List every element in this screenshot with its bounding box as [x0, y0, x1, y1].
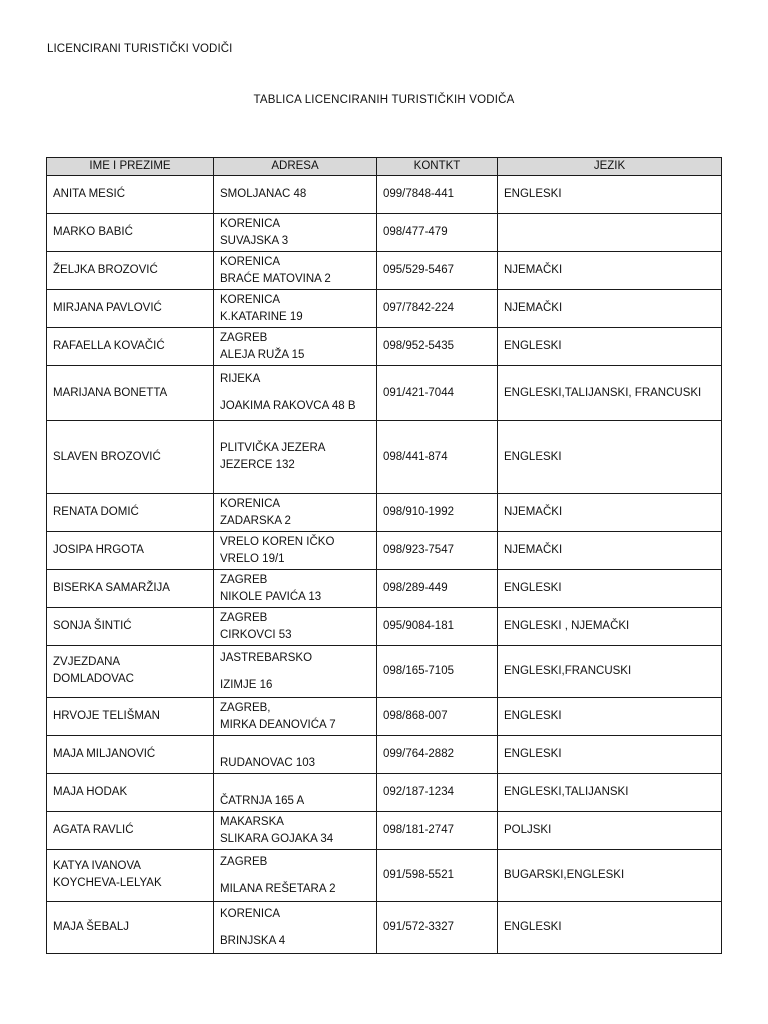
guide-name: AGATA RAVLIĆ	[47, 812, 214, 850]
table-row	[47, 532, 722, 570]
guide-contact: 099/7848-441	[377, 176, 498, 214]
address-line: ZAGREB,	[220, 701, 271, 714]
address-line: KORENICA	[220, 497, 281, 510]
guide-contact: 097/7842-224	[377, 290, 498, 328]
guide-name: MAJA ŠEBALJ	[47, 902, 214, 954]
guide-address	[214, 421, 377, 494]
address-line: PLITVIČKA JEZERA	[220, 442, 326, 454]
table-row	[47, 214, 722, 252]
table-row	[47, 328, 722, 366]
address-line: JASTREBARSKO	[220, 651, 313, 664]
table-row	[47, 290, 722, 328]
guide-language: ENGLESKI , NJEMAČKI	[498, 608, 722, 646]
guide-address	[214, 176, 377, 214]
guide-address	[214, 608, 377, 646]
guide-address	[214, 290, 377, 328]
guide-language: ENGLESKI,TALIJANSKI	[498, 774, 722, 812]
guide-contact: 098/289-449	[377, 570, 498, 608]
guide-name: SONJA ŠINTIĆ	[47, 608, 214, 646]
guide-address	[214, 850, 377, 902]
guide-contact: 091/598-5521	[377, 850, 498, 902]
guide-language: ENGLESKI,TALIJANSKI, FRANCUSKI	[498, 366, 722, 421]
table-row	[47, 812, 722, 850]
table-row	[47, 850, 722, 902]
guides-table	[46, 157, 722, 954]
guide-address	[214, 366, 377, 421]
table-row	[47, 252, 722, 290]
guide-language: NJEMAČKI	[498, 252, 722, 290]
table-row	[47, 494, 722, 532]
address-line: VRELO KOREN IČKO	[220, 535, 335, 548]
table-row	[47, 902, 722, 954]
address-line: MILANA REŠETARA 2	[220, 882, 336, 895]
address-line: VRELO 19/1	[220, 552, 285, 565]
address-line: ZAGREB	[220, 331, 268, 344]
address-line: SUVAJSKA 3	[220, 234, 289, 247]
table-row	[47, 698, 722, 736]
guide-language	[498, 214, 722, 252]
name-line: KATYA IVANOVA	[53, 859, 141, 872]
guide-name: MARKO BABIĆ	[47, 214, 214, 252]
guide-name: BISERKA SAMARŽIJA	[47, 570, 214, 608]
table-row	[47, 176, 722, 214]
guide-language: ENGLESKI	[498, 176, 722, 214]
column-header-contact: KONTKT	[377, 158, 498, 176]
guide-language: ENGLESKI	[498, 328, 722, 366]
address-line: JOAKIMA RAKOVCA 48 B	[220, 400, 356, 412]
name-line: ZVJEZDANA	[53, 655, 121, 668]
guide-address	[214, 698, 377, 736]
guide-contact: 091/421-7044	[377, 366, 498, 421]
guide-contact: 098/165-7105	[377, 646, 498, 698]
address-line: SMOLJANAC 48	[220, 188, 307, 200]
address-line: ZAGREB	[220, 855, 268, 868]
column-header-language: JEZIK	[498, 158, 722, 176]
guide-address	[214, 902, 377, 954]
guide-address	[214, 214, 377, 252]
table-row	[47, 421, 722, 494]
address-line: CIRKOVCI 53	[220, 628, 292, 641]
guide-contact: 098/952-5435	[377, 328, 498, 366]
guide-contact: 091/572-3327	[377, 902, 498, 954]
guide-contact: 098/441-874	[377, 421, 498, 494]
guide-language: ENGLESKI	[498, 902, 722, 954]
guide-address	[214, 494, 377, 532]
guide-name: MAJA MILJANOVIĆ	[47, 736, 214, 774]
guide-name: SLAVEN BROZOVIĆ	[47, 421, 214, 494]
address-line: ALEJA RUŽA 15	[220, 348, 305, 361]
guide-language: ENGLESKI	[498, 421, 722, 494]
guide-language: NJEMAČKI	[498, 494, 722, 532]
guide-language: ENGLESKI	[498, 698, 722, 736]
guide-language: NJEMAČKI	[498, 290, 722, 328]
table-row	[47, 736, 722, 774]
address-line: ZADARSKA 2	[220, 514, 291, 527]
guide-language: ENGLESKI	[498, 736, 722, 774]
guide-address	[214, 646, 377, 698]
address-line: RIJEKA	[220, 373, 261, 385]
address-line: SLIKARA GOJAKA 34	[220, 832, 334, 845]
guide-address	[214, 252, 377, 290]
address-line: KORENICA	[220, 255, 281, 268]
address-line: ZAGREB	[220, 573, 268, 586]
document-title: TABLICA LICENCIRANIH TURISTIČKIH VODIČA	[253, 94, 515, 106]
guide-address	[214, 736, 377, 774]
page-header: LICENCIRANI TURISTIČKI VODIČI	[47, 43, 233, 55]
guide-name: JOSIPA HRGOTA	[47, 532, 214, 570]
guide-contact: 092/187-1234	[377, 774, 498, 812]
guide-name: MARIJANA BONETTA	[47, 366, 214, 421]
guide-name: MAJA HODAK	[47, 774, 214, 812]
guide-language: ENGLESKI,FRANCUSKI	[498, 646, 722, 698]
table-row	[47, 774, 722, 812]
guide-language: ENGLESKI	[498, 570, 722, 608]
table-row	[47, 608, 722, 646]
guide-name: MIRJANA PAVLOVIĆ	[47, 290, 214, 328]
column-header-name: IME I PREZIME	[47, 158, 214, 176]
address-line: ČATRNJA 165 A	[220, 795, 305, 807]
table-header-row	[47, 158, 722, 176]
guide-name: ANITA MESIĆ	[47, 176, 214, 214]
guide-name	[47, 850, 214, 902]
table-row	[47, 570, 722, 608]
name-line: KOYCHEVA-LELYAK	[53, 876, 162, 889]
address-line: BRINJSKA 4	[220, 934, 286, 947]
guide-address	[214, 570, 377, 608]
guide-address	[214, 774, 377, 812]
address-line: KORENICA	[220, 217, 281, 230]
guide-name: ŽELJKA BROZOVIĆ	[47, 252, 214, 290]
guide-contact: 098/923-7547	[377, 532, 498, 570]
address-line: JEZERCE 132	[220, 459, 295, 471]
address-line: MIRKA DEANOVIĆA 7	[220, 718, 336, 731]
column-header-address: ADRESA	[214, 158, 377, 176]
address-line: BRAĆE MATOVINA 2	[220, 272, 331, 285]
guide-contact: 098/181-2747	[377, 812, 498, 850]
guide-contact: 095/9084-181	[377, 608, 498, 646]
address-line: KORENICA	[220, 293, 281, 306]
guide-address	[214, 812, 377, 850]
address-line: MAKARSKA	[220, 815, 284, 828]
address-line: ZAGREB	[220, 611, 268, 624]
table-row	[47, 366, 722, 421]
guide-language: BUGARSKI,ENGLESKI	[498, 850, 722, 902]
guide-name: RENATA DOMIĆ	[47, 494, 214, 532]
address-line: NIKOLE PAVIĆA 13	[220, 590, 322, 603]
address-line: K.KATARINE 19	[220, 310, 303, 323]
guide-address	[214, 532, 377, 570]
guide-contact: 095/529-5467	[377, 252, 498, 290]
guide-name: RAFAELLA KOVAČIĆ	[47, 328, 214, 366]
guide-language: POLJSKI	[498, 812, 722, 850]
guide-contact: 098/868-007	[377, 698, 498, 736]
guide-contact: 098/477-479	[377, 214, 498, 252]
guide-contact: 098/910-1992	[377, 494, 498, 532]
guide-language: NJEMAČKI	[498, 532, 722, 570]
address-line: RUDANOVAC 103	[220, 757, 316, 769]
guide-name	[47, 646, 214, 698]
address-line: KORENICA	[220, 907, 281, 920]
guide-name: HRVOJE TELIŠMAN	[47, 698, 214, 736]
guide-contact: 099/764-2882	[377, 736, 498, 774]
table-row	[47, 646, 722, 698]
guide-address	[214, 328, 377, 366]
name-line: DOMLADOVAC	[53, 672, 134, 685]
address-line: IZIMJE 16	[220, 678, 273, 691]
